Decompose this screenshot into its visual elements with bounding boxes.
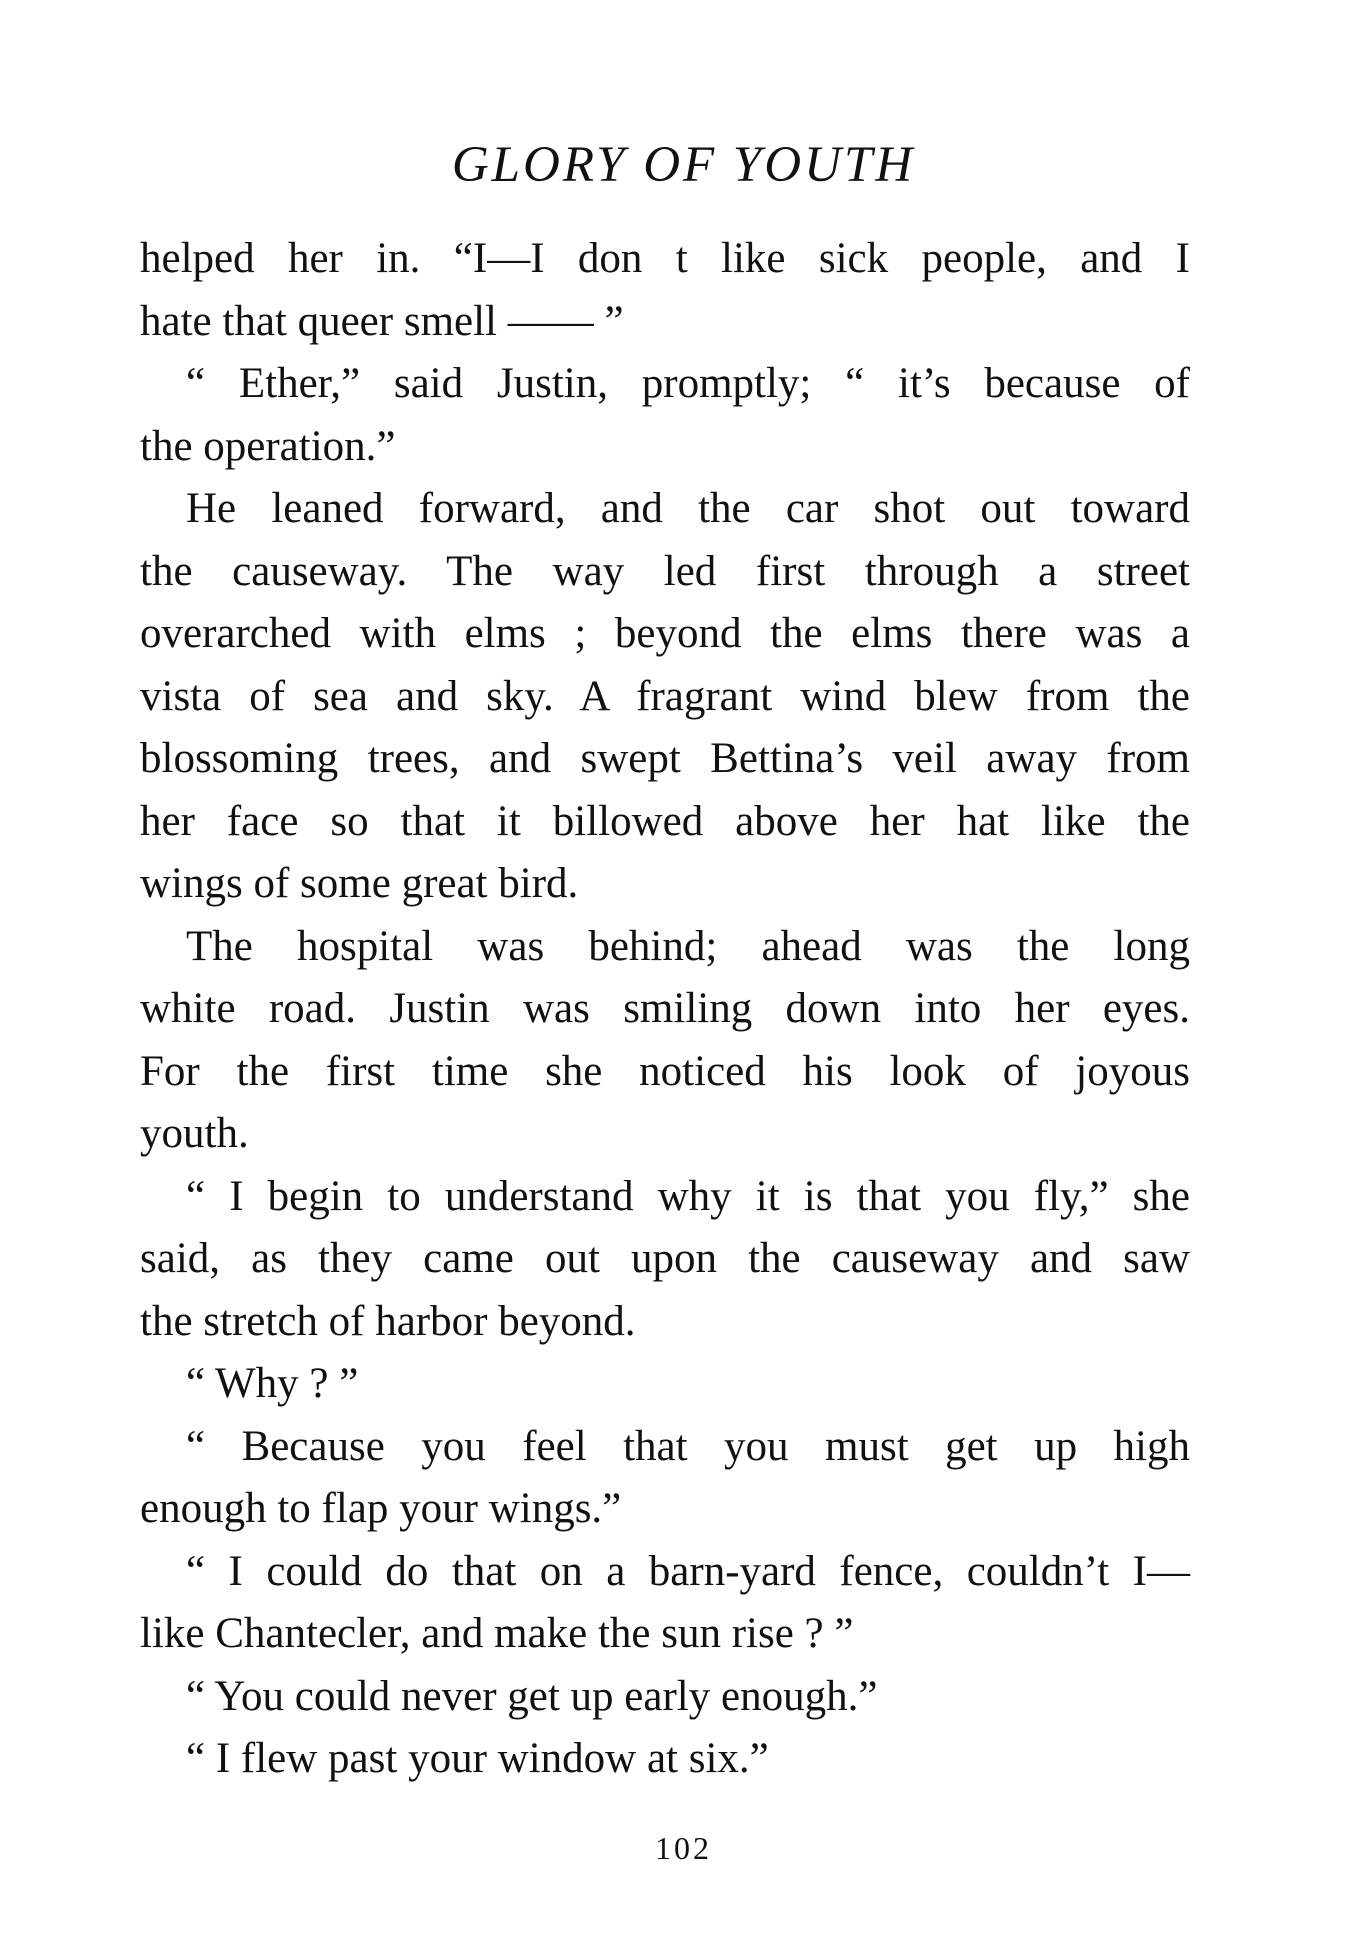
body-text [140,228,1190,1791]
text-line: like Chantecler, and make the sun rise ? ” [140,1610,854,1657]
text-line: “ Ether,” said Justin, promptly; “ it’s because of [186,360,1190,407]
text-line: youth. [140,1110,249,1157]
text-line: “ Because you feel that you must get up high [186,1422,1190,1470]
text-line: “ I begin to understand why it is that you fly,” she [186,1172,1190,1220]
page-number: 102 [655,1830,712,1866]
text-line: blossoming trees, and swept Bettina’s veil away from [140,735,1190,782]
text-line: He leaned forward, and the car shot out toward [186,485,1190,532]
text-line: white road. Justin was smiling down into her eyes. [140,985,1190,1032]
text-line: For the first time she noticed his look of joyous [140,1047,1190,1095]
running-head: GLORY OF YOUTH [451,137,916,193]
text-line: “ Why ? ” [186,1360,359,1407]
text-line: wings of some great bird. [140,860,579,907]
text-line: “ I flew past your window at six.” [186,1735,769,1782]
text-line: “ I could do that on a barn-yard fence, couldn’t I— [186,1547,1190,1595]
text-line: vista of sea and sky. A fragrant wind blew from the [140,672,1190,720]
text-line: enough to flap your wings.” [140,1485,622,1532]
text-line: The hospital was behind; ahead was the long [186,922,1190,970]
text-line: said, as they came out upon the causeway and saw [140,1235,1190,1282]
text-line: her face so that it billowed above her hat like the [140,797,1190,845]
text-line: hate that queer smell —— ” [140,297,624,345]
text-line: overarched with elms ; beyond the elms there was a [140,610,1190,657]
text-line: the stretch of harbor beyond. [140,1297,636,1345]
text-line: helped her in. “I—I don t like sick people, and I [140,235,1190,282]
text-line: the causeway. The way led first through a street [140,547,1190,595]
text-line: “ You could never get up early enough.” [186,1672,878,1720]
text-line: the operation.” [140,422,396,470]
